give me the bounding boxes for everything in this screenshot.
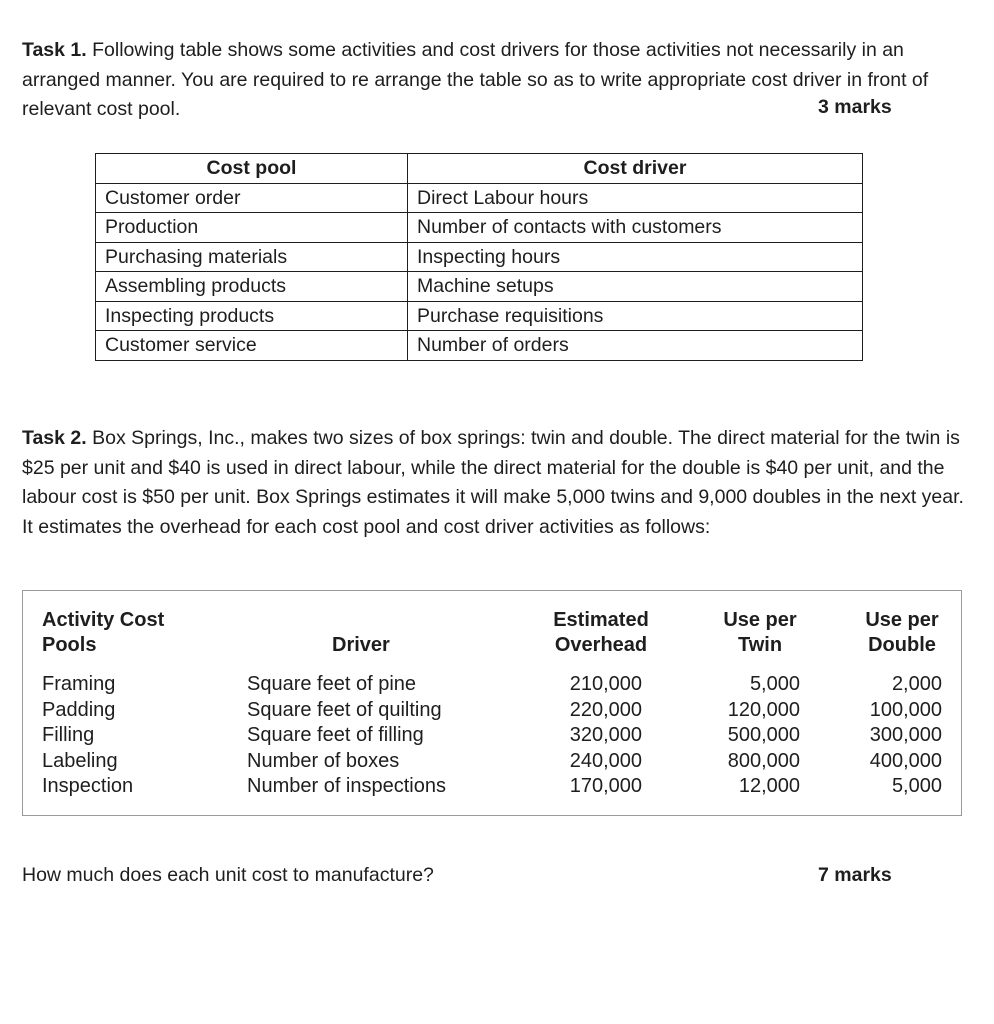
overhead-cell: 210,000 [569, 673, 642, 695]
task2-marks: 7 marks [818, 864, 892, 886]
driver-cell: Square feet of pine [247, 673, 417, 695]
task2-question: How much does each unit cost to manufacture? [22, 864, 434, 886]
cost-pool-cell: Production [96, 213, 408, 243]
pools-column [42, 672, 133, 800]
overhead-cell: 220,000 [569, 698, 642, 721]
header-use-per-twin: Use per Twin [723, 609, 797, 656]
driver-cell: Number of boxes [247, 749, 400, 772]
driver-cell: Number of inspections [247, 775, 446, 797]
cost-pool-cell: Customer service [96, 331, 408, 361]
overhead-cell: 320,000 [569, 724, 642, 746]
header-estimated-overhead: Estimated Overhead [553, 609, 649, 656]
twin-cell: 120,000 [727, 698, 800, 721]
cost-pool-cell: Assembling products [96, 272, 408, 302]
table-row [96, 331, 863, 361]
overhead-cell: 170,000 [569, 775, 642, 797]
table-row [96, 301, 863, 331]
cost-driver-cell: Number of orders [408, 331, 863, 361]
twin-cell: 500,000 [727, 724, 800, 746]
cost-driver-cell: Purchase requisitions [408, 301, 863, 331]
cost-pool-cell: Customer order [96, 183, 408, 213]
twin-cell: 800,000 [727, 749, 800, 772]
twin-column [690, 672, 800, 800]
double-cell: 100,000 [869, 698, 942, 721]
double-cell: 400,000 [869, 749, 942, 772]
task1-text: Following table shows some activities and cost drivers for those activities not necessarily in an arranged manner. You are required to re arrange the table so as to write appropriate cost driver in front of relevant cost pool. [22, 39, 929, 120]
table-row [96, 242, 863, 272]
cost-pool-table [95, 153, 863, 361]
task2-heading: Task 2. [22, 427, 87, 449]
twin-cell: 5,000 [749, 673, 800, 695]
cost-pool-cell: Purchasing materials [96, 242, 408, 272]
task1-marks: 3 marks [818, 96, 892, 118]
table-row [96, 213, 863, 243]
overhead-cell: 240,000 [569, 749, 642, 772]
pool-cell: Framing [42, 673, 116, 695]
header-use-per-double: Use per Double [865, 609, 939, 656]
driver-cell: Square feet of filling [247, 724, 424, 746]
double-cell: 300,000 [869, 724, 942, 746]
header-driver: Driver [332, 634, 390, 656]
double-column [832, 672, 942, 800]
overhead-column [540, 672, 642, 800]
driver-column [247, 672, 446, 800]
header-cost-driver: Cost driver [408, 154, 863, 184]
driver-cell: Square feet of quilting [247, 698, 442, 721]
cost-pool-cell: Inspecting products [96, 301, 408, 331]
double-cell: 2,000 [891, 673, 942, 695]
pool-cell: Inspection [42, 775, 134, 797]
task2-paragraph [22, 424, 970, 542]
table-row [96, 183, 863, 213]
twin-cell: 12,000 [738, 775, 800, 797]
cost-driver-cell: Machine setups [408, 272, 863, 302]
header-activity-cost-pools: Activity Cost Pools [42, 609, 165, 656]
cost-driver-cell: Direct Labour hours [408, 183, 863, 213]
cost-driver-cell: Number of contacts with customers [408, 213, 863, 243]
table-header-row [96, 154, 863, 184]
header-cost-pool: Cost pool [96, 154, 408, 184]
task1-heading: Task 1. [22, 39, 87, 61]
table-row [96, 272, 863, 302]
cost-driver-cell: Inspecting hours [408, 242, 863, 272]
double-cell: 5,000 [891, 775, 942, 797]
task2-text: Box Springs, Inc., makes two sizes of box springs: twin and double. The direct material for the twin is $25 per unit and $40 is used in direct labour, while the direct material for the double is $40 per unit, and the labour cost is $50 per unit. Box Springs estimates it will make 5,000 twins and 9,000 doubles in the next year. It estimates the overhead for each cost pool and cost driver activities as follows: [22, 427, 964, 538]
pool-cell: Filling [42, 724, 95, 746]
pool-cell: Padding [42, 698, 116, 721]
pool-cell: Labeling [42, 749, 118, 772]
